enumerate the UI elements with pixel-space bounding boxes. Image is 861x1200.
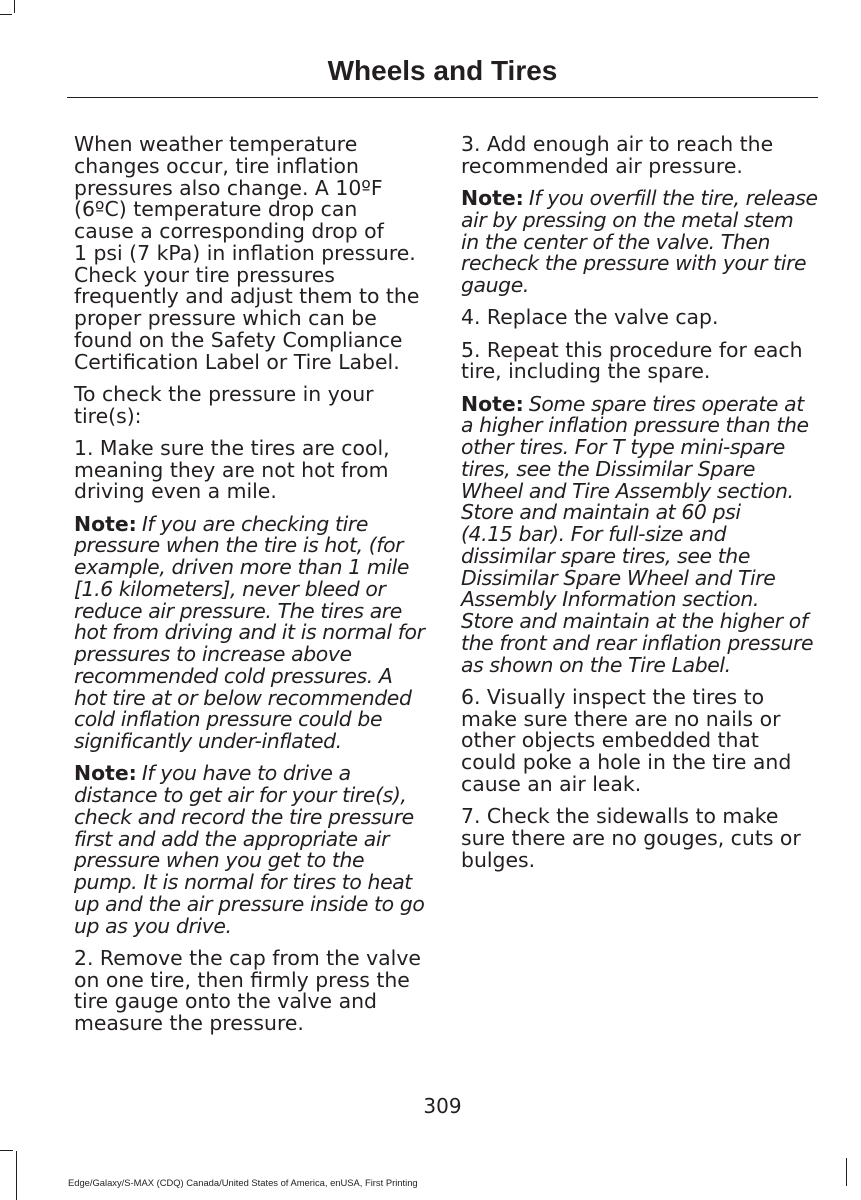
step-text: 3. Add enough air to reach the recommended air pressure.	[461, 132, 774, 178]
step-text: 6. Visually inspect the tires to make sure there are no nails or other objects embedded that could poke a hole in the tire and cause an air leak.	[461, 684, 792, 796]
left-column	[74, 134, 446, 1045]
intro-paragraph	[74, 134, 446, 373]
step-text: 4. Replace the valve cap.	[461, 305, 719, 330]
crop-mark-bottom-right-vertical	[846, 1158, 847, 1186]
note-overfill	[461, 188, 841, 297]
note-drive-distance	[74, 763, 446, 937]
step-text: 5. Repeat this procedure for each tire, including the spare.	[461, 337, 803, 384]
note-text: If you are checking tire pressure when the tire is hot, (for example, driven more than 1 mile [1.6 kilometers], never bleed or reduce air pressure. The tires are hot from driving and it is normal for pressures to increase above recommended cold pressures. A hot tire at or below recommended cold inflation pressure could be significantly under-inflated.	[74, 511, 425, 753]
header-divider	[67, 97, 818, 98]
step-5	[461, 337, 841, 384]
crop-mark-bottom-left-vertical	[16, 1151, 17, 1200]
crop-mark-bottom-left-horizontal	[0, 1150, 13, 1151]
step-6	[461, 684, 841, 796]
note-spare-tires	[461, 391, 841, 677]
note-text: If you overfill the tire, release air by pressing on the metal stem in the center of the valve. Then recheck the pressure with your tire gauge.	[461, 186, 818, 297]
print-info: Edge/Galaxy/S-MAX (CDQ) Canada/United States of America, enUSA, First Printing	[68, 1177, 418, 1188]
step-3	[461, 134, 841, 178]
page-title: Wheels and Tires	[327, 55, 558, 86]
check-pressure-intro	[74, 381, 446, 428]
crop-mark-top-left-vertical	[14, 0, 15, 13]
note-label: Note:	[461, 391, 524, 416]
note-label: Note:	[74, 511, 137, 536]
note-text: If you have to drive a distance to get air for your tire(s), check and record the tire pressure first and add the appropriate air pressure when you get to the pump. It is normal for tires to heat up and the air pressure inside to go up as you drive.	[74, 761, 425, 938]
crop-mark-top-left-horizontal	[0, 14, 12, 15]
step-text: 7. Check the sidewalls to make sure there are no gouges, cuts or bulges.	[461, 804, 801, 872]
step-text: 1. Make sure the tires are cool, meaning they are not hot from driving even a mile.	[74, 435, 390, 504]
note-text: Some spare tires operate at a higher inflation pressure than the other tires. For T type mini-spare tires, see the Dissimilar Spare Wheel and Tire Assembly section. Store and maintain at 60 psi (4.15 bar). For full-size and dissimilar spare tires, see the Dissimilar Spare Wheel and Tire Assembly Information section. Store and maintain at the higher of the front and rear inflation pressure as shown on the Tire Label.	[461, 391, 814, 677]
step-4	[461, 307, 841, 329]
step-2	[74, 945, 446, 1035]
step-text: 2. Remove the cap from the valve on one tire, then firmly press the tire gauge onto the valve and measure the pressure.	[74, 945, 421, 1035]
paragraph-text: To check the pressure in your tire(s):	[74, 381, 374, 428]
step-7	[461, 806, 841, 871]
paragraph-text: When weather temperature changes occur, tire inflation pressures also change. A 10ºF (6ºC) temperature drop can cause a corresponding drop of 1 psi (7 kPa) in inflation pressure. Check your tire pressures frequently and adjust them to the proper pressure which can be found on the Safety Compliance Certification Label or Tire Label.	[74, 132, 420, 374]
note-hot-tire	[74, 511, 446, 753]
right-column	[461, 134, 841, 882]
note-label: Note:	[461, 186, 524, 210]
note-label: Note:	[74, 761, 137, 786]
step-1	[74, 435, 446, 504]
page-number: 309	[423, 1094, 462, 1118]
